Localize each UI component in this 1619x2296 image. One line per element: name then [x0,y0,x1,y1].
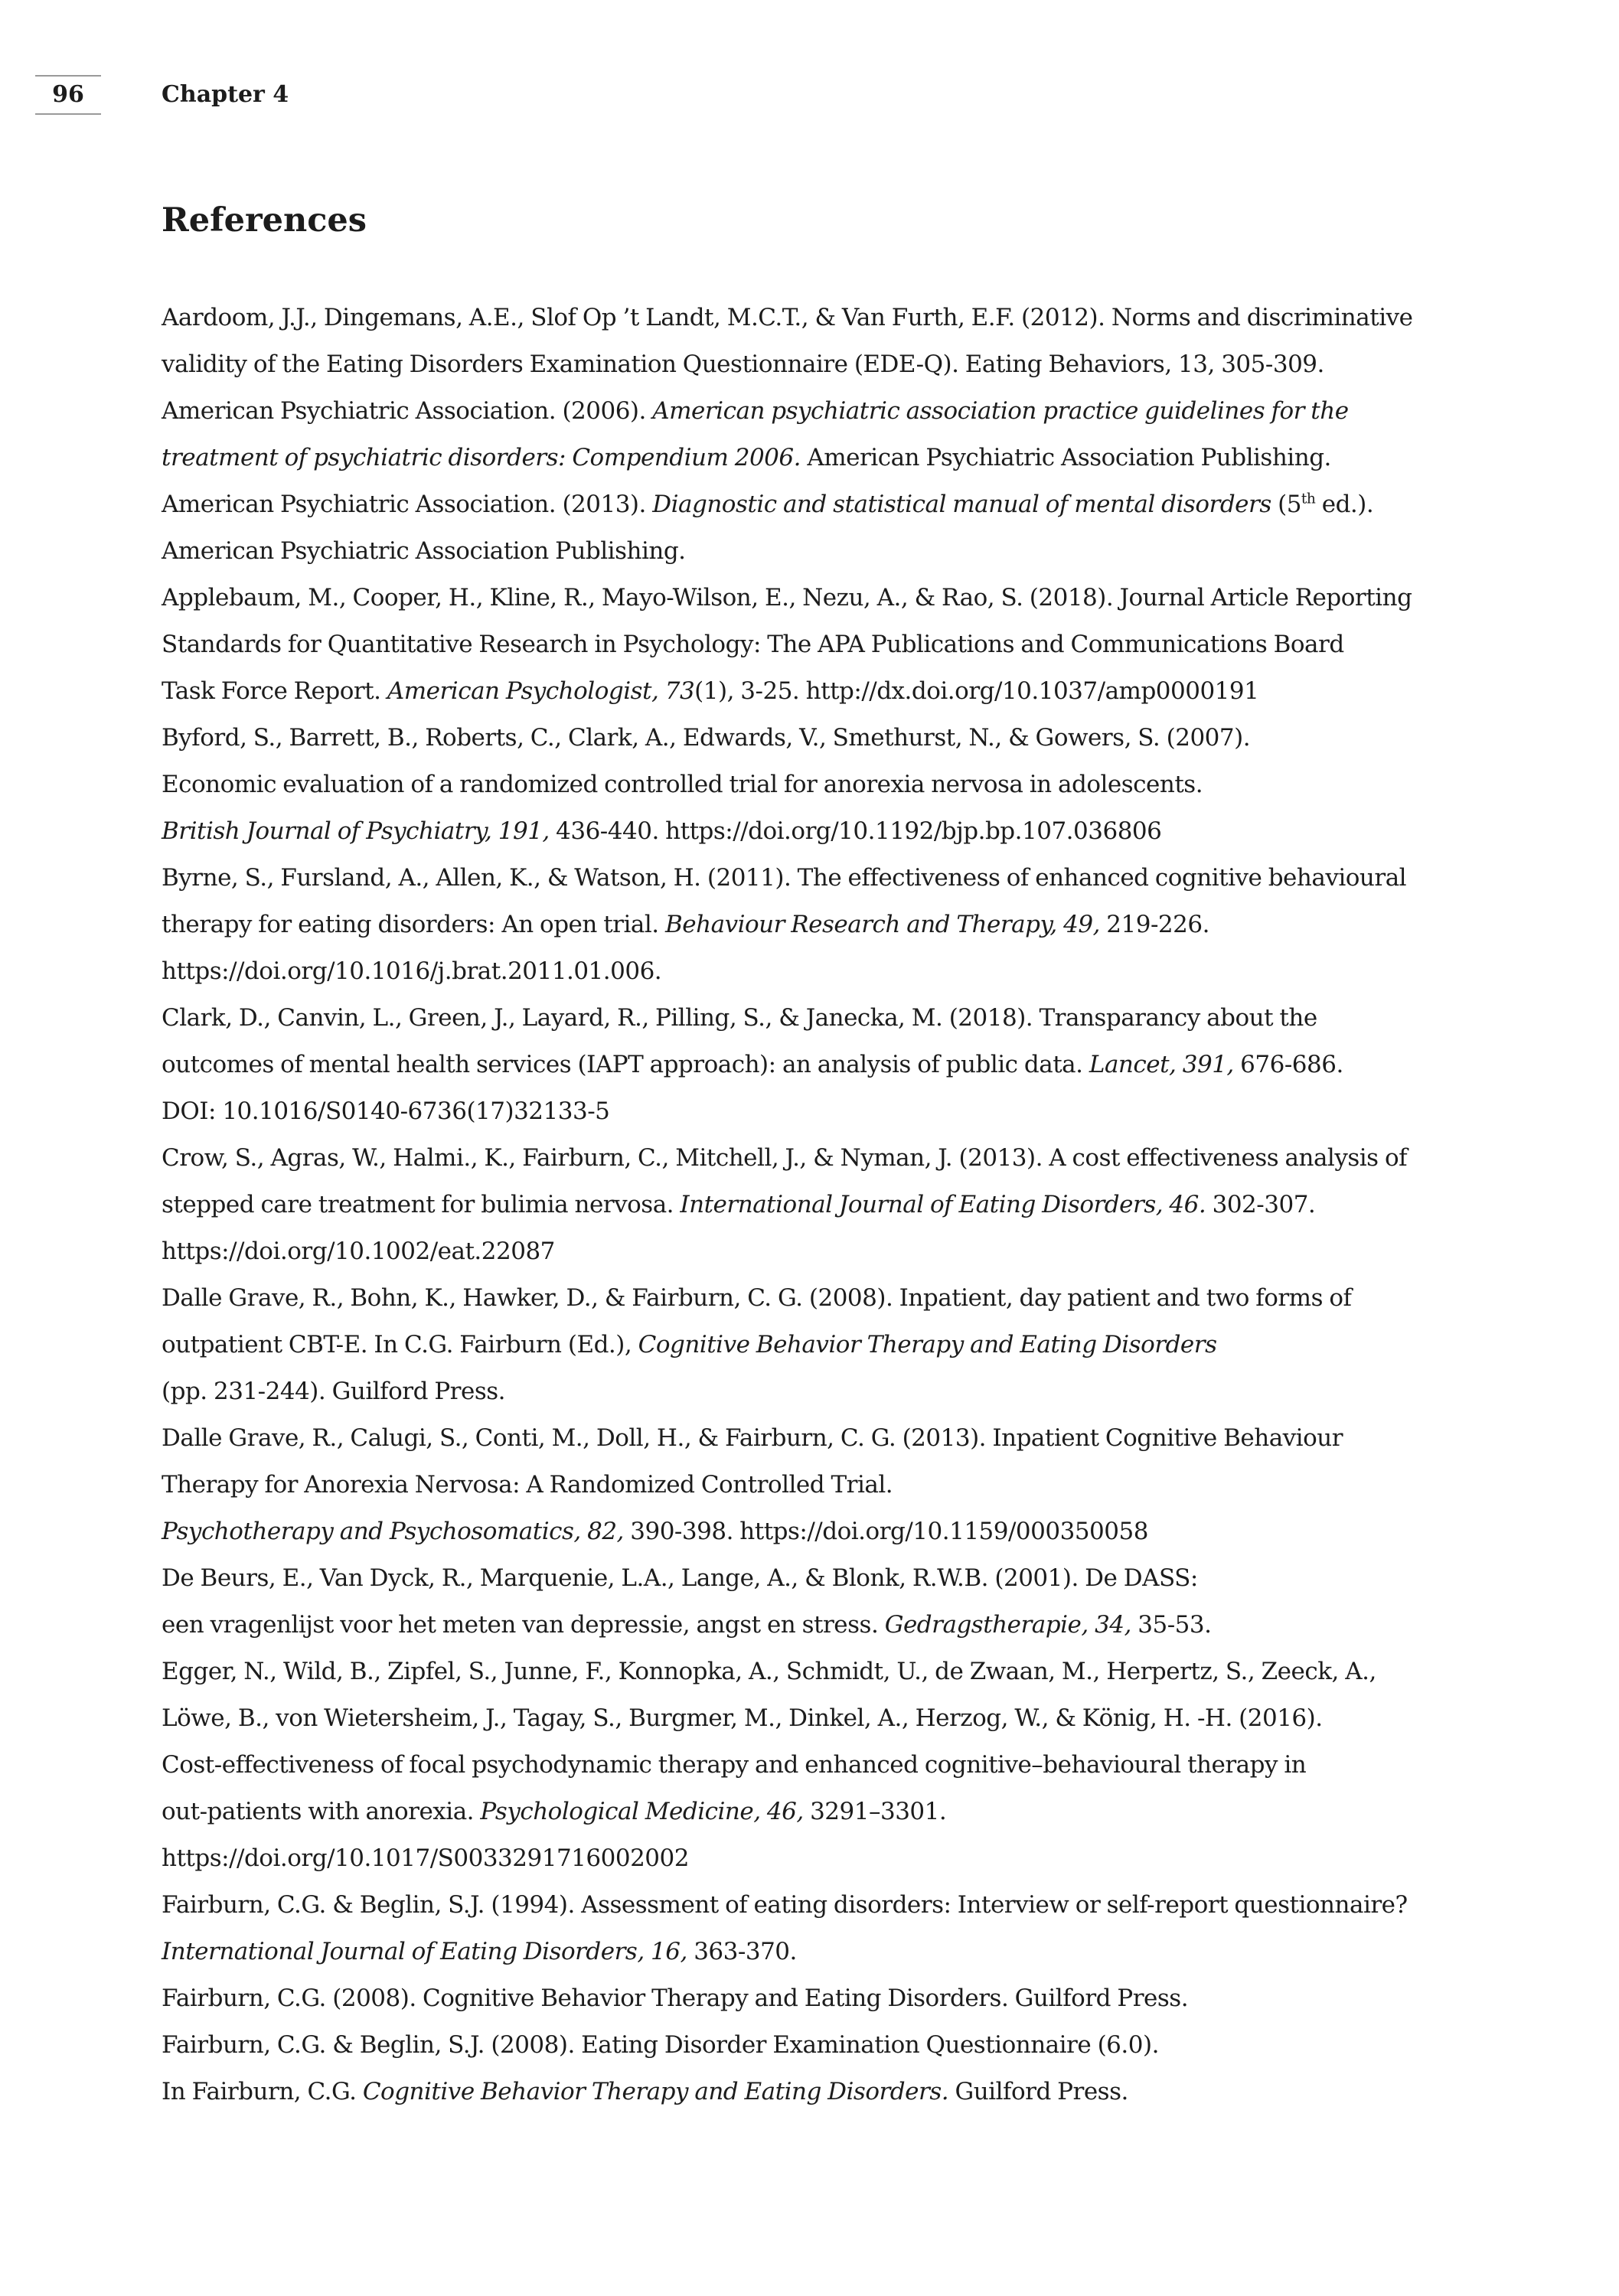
running-head-chapter: Chapter 4 [162,81,289,108]
reference-text: Fairburn, C.G. & Beglin, S.J. (1994). Assessment of eating disorders: Interview or self-report questionnaire? [162,1891,1408,1919]
reference-text: outcomes of mental health services (IAPT approach): an analysis of public data. [162,1051,1089,1078]
reference-entry [162,715,1501,855]
reference-line [162,808,1501,855]
reference-text: Economic evaluation of a randomized controlled trial for anorexia nervosa in adolescents. [162,771,1203,798]
reference-line [162,1835,1501,1882]
reference-text: (1), 3-25. http://dx.doi.org/10.1037/amp0000191 [694,677,1259,705]
reference-line [162,1742,1501,1789]
reference-entry [162,481,1501,575]
reference-text: https://doi.org/10.1016/j.brat.2011.01.006. [162,957,662,985]
reference-text: American Psychiatric Association. (2006). [162,397,653,425]
reference-line [162,902,1501,948]
reference-text: 302-307. [1206,1191,1316,1218]
reference-list [162,295,1501,2115]
reference-line [162,1602,1501,1649]
reference-text: Therapy for Anorexia Nervosa: A Randomized Controlled Trial. [162,1471,893,1499]
reference-text: 219-226. [1099,911,1209,938]
reference-italic-text: Psychological Medicine, 46, [480,1798,804,1825]
reference-line [162,435,1501,481]
reference-line [162,1555,1501,1602]
reference-line [162,2069,1501,2115]
reference-text: https://doi.org/10.1017/S0033291716002002 [162,1844,689,1872]
reference-line [162,995,1501,1042]
reference-line [162,1649,1501,1695]
reference-text: In Fairburn, C.G. [162,2078,363,2105]
reference-line [162,1322,1501,1368]
reference-italic-text: Psychotherapy and Psychosomatics, 82, [162,1518,624,1545]
reference-text: Fairburn, C.G. & Beglin, S.J. (2008). Eating Disorder Examination Questionnaire (6.0). [162,2031,1159,2059]
reference-line [162,1508,1501,1555]
reference-text: een vragenlijst voor het meten van depressie, angst en stress. [162,1611,885,1639]
reference-text: Byford, S., Barrett, B., Roberts, C., Clark, A., Edwards, V., Smethurst, N., & Gowers, S. (2007). [162,724,1251,752]
reference-text: 676-686. [1233,1051,1343,1078]
reference-line [162,1275,1501,1322]
reference-text: (5 [1271,491,1301,518]
reference-italic-text: American psychiatric association practice guidelines for the [652,397,1349,425]
reference-italic-text: Gedragstherapie, 34, [884,1611,1131,1639]
reference-text: therapy for eating disorders: An open trial. [162,911,665,938]
reference-text: 35-53. [1131,1611,1212,1639]
reference-line [162,1135,1501,1182]
reference-entry [162,575,1501,715]
reference-text: Guilford Press. [948,2078,1128,2105]
reference-italic-text: treatment of psychiatric disorders: Compendium 2006. [162,444,801,471]
reference-italic-text: Diagnostic and statistical manual of mental disorders [652,491,1271,518]
reference-line [162,1882,1501,1929]
reference-entry [162,995,1501,1135]
reference-italic-text: Behaviour Research and Therapy, 49, [665,911,1100,938]
reference-italic-text: International Journal of Eating Disorders, 16, [162,1938,687,1965]
reference-line [162,481,1501,528]
reference-italic-text: International Journal of Eating Disorders, 46. [680,1191,1206,1218]
reference-text: 390-398. https://doi.org/10.1159/000350058 [623,1518,1148,1545]
reference-italic-text: Cognitive Behavior Therapy and Eating Disorders. [362,2078,949,2105]
reference-text: DOI: 10.1016/S0140-6736(17)32133-5 [162,1097,610,1125]
reference-italic-text: British Journal of Psychiatry, 191, [162,817,550,845]
reference-text: https://doi.org/10.1002/eat.22087 [162,1238,555,1265]
reference-text: Crow, S., Agras, W., Halmi., K., Fairburn, C., Mitchell, J., & Nyman, J. (2013). A cost effectiveness analysis of [162,1144,1408,1172]
reference-line [162,621,1501,668]
reference-text: Clark, D., Canvin, L., Green, J., Layard, R., Pilling, S., & Janecka, M. (2018). Transparancy about the [162,1004,1317,1032]
reference-line [162,1042,1501,1088]
reference-entry [162,1135,1501,1275]
reference-entry [162,295,1501,481]
reference-text: Dalle Grave, R., Bohn, K., Hawker, D., & Fairburn, C. G. (2008). Inpatient, day patient and two forms of [162,1284,1352,1312]
reference-entry [162,1415,1501,1555]
reference-italic-text: Cognitive Behavior Therapy and Eating Disorders [638,1331,1217,1358]
reference-entry [162,1882,1501,1975]
section-title: References [162,201,367,240]
reference-text: De Beurs, E., Van Dyck, R., Marquenie, L.A., Lange, A., & Blonk, R.W.B. (2001). De DASS: [162,1564,1198,1592]
reference-entry [162,1275,1501,1415]
reference-line [162,668,1501,715]
page-number: 96 [35,75,101,115]
reference-line [162,1975,1501,2022]
reference-text: Dalle Grave, R., Calugi, S., Conti, M., Doll, H., & Fairburn, C. G. (2013). Inpatient Cognitive Behaviour [162,1424,1343,1452]
reference-text: American Psychiatric Association. (2013). [162,491,653,518]
reference-line [162,341,1501,388]
reference-line [162,1929,1501,1975]
reference-line [162,575,1501,621]
reference-line [162,715,1501,762]
reference-entry [162,1555,1501,1649]
reference-line [162,1228,1501,1275]
reference-line [162,1182,1501,1228]
reference-text: 3291–3301. [803,1798,947,1825]
reference-entry [162,1649,1501,1882]
reference-line [162,1695,1501,1742]
reference-line [162,1368,1501,1415]
reference-line [162,762,1501,808]
reference-italic-text: American Psychologist, 73 [387,677,695,705]
reference-line [162,1415,1501,1462]
reference-text: 436-440. https://doi.org/10.1192/bjp.bp.107.036806 [549,817,1162,845]
reference-line [162,2022,1501,2069]
reference-text: Task Force Report. [162,677,387,705]
reference-text: Löwe, B., von Wietersheim, J., Tagay, S., Burgmer, M., Dinkel, A., Herzog, W., & König, H. -H. (2016). [162,1704,1323,1732]
reference-line [162,1462,1501,1508]
reference-line [162,388,1501,435]
reference-text: stepped care treatment for bulimia nervosa. [162,1191,681,1218]
reference-text: American Psychiatric Association Publishing. [162,537,686,565]
reference-text: Fairburn, C.G. (2008). Cognitive Behavior Therapy and Eating Disorders. Guilford Press. [162,1985,1189,2012]
reference-italic-text: Lancet, 391, [1089,1051,1234,1078]
reference-line [162,1088,1501,1135]
reference-text: outpatient CBT-E. In C.G. Fairburn (Ed.), [162,1331,638,1358]
reference-text: Cost-effectiveness of focal psychodynamic therapy and enhanced cognitive–behavioural therapy in [162,1751,1307,1779]
reference-line [162,528,1501,575]
reference-entry [162,855,1501,995]
reference-text: 363-370. [687,1938,797,1965]
reference-text: Egger, N., Wild, B., Zipfel, S., Junne, F., Konnopka, A., Schmidt, U., de Zwaan, M., Herpertz, S., Zeeck, A., [162,1658,1376,1685]
reference-text: Byrne, S., Fursland, A., Allen, K., & Watson, H. (2011). The effectiveness of enhanced cognitive behavioural [162,864,1407,892]
reference-line [162,855,1501,902]
reference-entry [162,2022,1501,2115]
reference-text: out-patients with anorexia. [162,1798,481,1825]
reference-text: (pp. 231-244). Guilford Press. [162,1378,506,1405]
reference-entry [162,1975,1501,2022]
reference-text: Aardoom, J.J., Dingemans, A.E., Slof Op ’t Landt, M.C.T., & Van Furth, E.F. (2012). Norms and discriminative [162,304,1413,331]
reference-text: Standards for Quantitative Research in Psychology: The APA Publications and Communications Board [162,631,1344,658]
reference-text: American Psychiatric Association Publishing. [801,444,1331,471]
reference-text: Applebaum, M., Cooper, H., Kline, R., Mayo-Wilson, E., Nezu, A., & Rao, S. (2018). Journal Article Reporting [162,584,1412,612]
reference-text: validity of the Eating Disorders Examination Questionnaire (EDE-Q). Eating Behaviors, 13, 305-309. [162,351,1324,378]
reference-line [162,948,1501,995]
reference-text: ed.). [1315,491,1374,518]
reference-line [162,295,1501,341]
reference-line [162,1789,1501,1835]
reference-text: th [1301,491,1316,507]
